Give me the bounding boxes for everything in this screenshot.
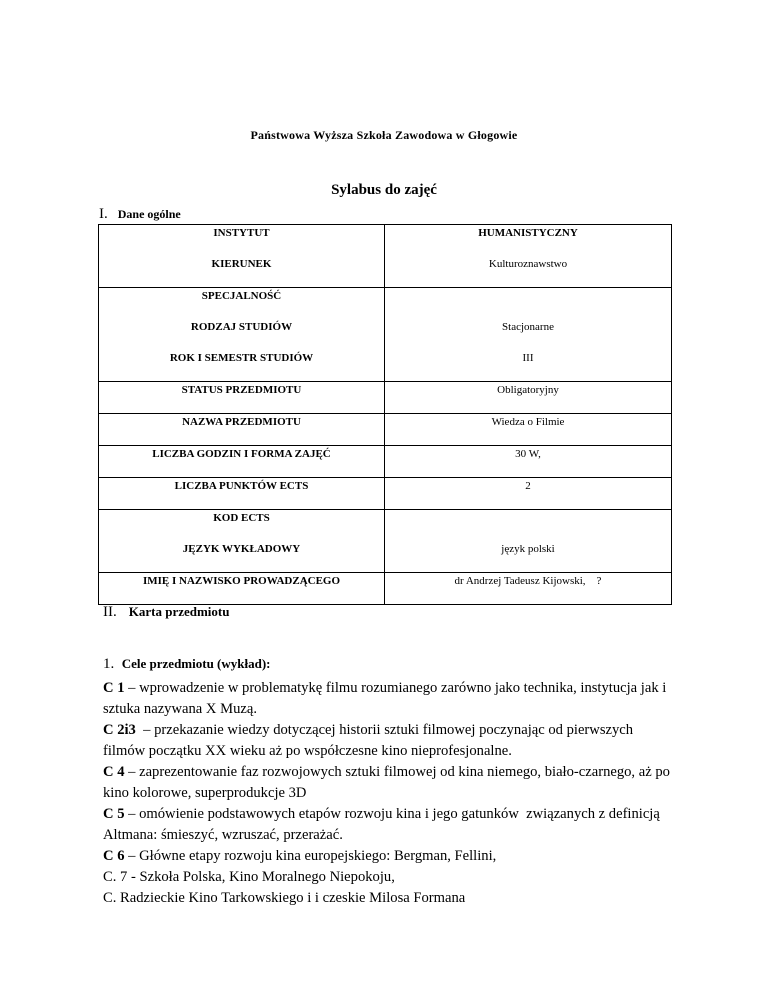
goal-item: [103, 678, 673, 720]
goal-text: – zaprezentowanie faz rozwojowych sztuki filmowej od kina niemego, biało-czarnego, aż po kino kolorowe, superprodukcje 3D: [103, 764, 674, 801]
goal-code: C 2i3: [103, 722, 136, 738]
table-row: [99, 446, 672, 478]
row-value: Obligatoryjny: [385, 382, 672, 414]
goal-item: [103, 804, 673, 846]
section-title: Dane ogólne: [117, 207, 181, 221]
section-title: Karta przedmiotu: [128, 604, 230, 619]
row-value: język polski: [385, 541, 672, 573]
table-row: [99, 573, 672, 605]
goals-heading-title: Cele przedmiotu (wykład):: [121, 656, 271, 671]
goal-text: C. Radzieckie Kino Tarkowskiego i i czeskie Milosa Formana: [103, 890, 466, 906]
goal-text: – omówienie podstawowych etapów rozwoju kina i jego gatunków związanych z definicją Altmana: śmieszyć, wzruszać, przerażać.: [103, 806, 663, 843]
goal-code: C 6: [103, 848, 125, 864]
table-row: [99, 510, 672, 542]
section-heading-course-card: [103, 604, 229, 621]
row-value: dr Andrzej Tadeusz Kijowski, ?: [454, 575, 602, 587]
table-row: [99, 541, 672, 573]
section-number: II.: [103, 604, 117, 620]
general-info-table: [98, 224, 672, 605]
row-value: 2: [385, 478, 672, 510]
row-label: SPECJALNOŚĆ: [99, 288, 385, 320]
goal-item: [103, 846, 673, 867]
table-row: [99, 382, 672, 414]
row-value: III: [385, 350, 672, 382]
row-label: LICZBA GODZIN I FORMA ZAJĘĆ: [99, 446, 385, 478]
document-title: Sylabus do zajęć: [331, 182, 437, 198]
goal-text: – przekazanie wiedzy dotyczącej historii sztuki filmowej poczynając od pierwszych filmów początku XX wieku aż po współczesne kino nieprofesjonalne.: [103, 722, 637, 759]
row-label: LICZBA PUNKTÓW ECTS: [99, 478, 385, 510]
table-row: [99, 225, 672, 257]
institution-name: Państwowa Wyższa Szkoła Zawodowa w Głogowie: [250, 128, 518, 142]
goal-text: – wprowadzenie w problematykę filmu rozumianego zarówno jako technika, instytucja jak i sztuka nazywana X Muzą.: [103, 680, 670, 717]
section-heading-general: [99, 206, 181, 223]
row-value: 30 W,: [385, 446, 672, 478]
goals-heading-number: 1.: [103, 656, 115, 672]
table-row: [99, 414, 672, 446]
goal-code: C 5: [103, 806, 125, 822]
row-label: ROK I SEMESTR STUDIÓW: [99, 350, 385, 382]
row-value: Kulturoznawstwo: [385, 256, 672, 288]
row-label: NAZWA PRZEDMIOTU: [99, 414, 385, 446]
goal-item: [103, 867, 673, 888]
goal-item: [103, 888, 673, 909]
table-row: [99, 256, 672, 288]
row-label: JĘZYK WYKŁADOWY: [99, 541, 385, 573]
row-label: STATUS PRZEDMIOTU: [99, 382, 385, 414]
goal-code: C 1: [103, 680, 125, 696]
table-row: [99, 288, 672, 320]
row-label: INSTYTUT: [99, 225, 385, 257]
table-row: [99, 319, 672, 350]
row-label: IMIĘ I NAZWISKO PROWADZĄCEGO: [99, 573, 385, 605]
row-value: Wiedza o Filmie: [385, 414, 672, 446]
row-value: Stacjonarne: [502, 321, 554, 333]
row-value: [385, 510, 672, 542]
goal-code: C 4: [103, 764, 125, 780]
goals-heading: [103, 656, 271, 673]
row-label: KOD ECTS: [99, 510, 385, 542]
goal-item: [103, 762, 673, 804]
section-number: I.: [99, 206, 108, 222]
table-row: [99, 350, 672, 382]
goal-text: – Główne etapy rozwoju kina europejskiego: Bergman, Fellini,: [124, 848, 497, 864]
goal-text: C. 7 - Szkoła Polska, Kino Moralnego Niepokoju,: [103, 869, 395, 885]
table-row: [99, 478, 672, 510]
row-value: HUMANISTYCZNY: [478, 227, 578, 239]
row-value: [385, 288, 672, 320]
goals-list: [103, 678, 673, 909]
goal-item: [103, 720, 673, 762]
row-label: KIERUNEK: [99, 256, 385, 288]
row-label: RODZAJ STUDIÓW: [99, 319, 385, 350]
